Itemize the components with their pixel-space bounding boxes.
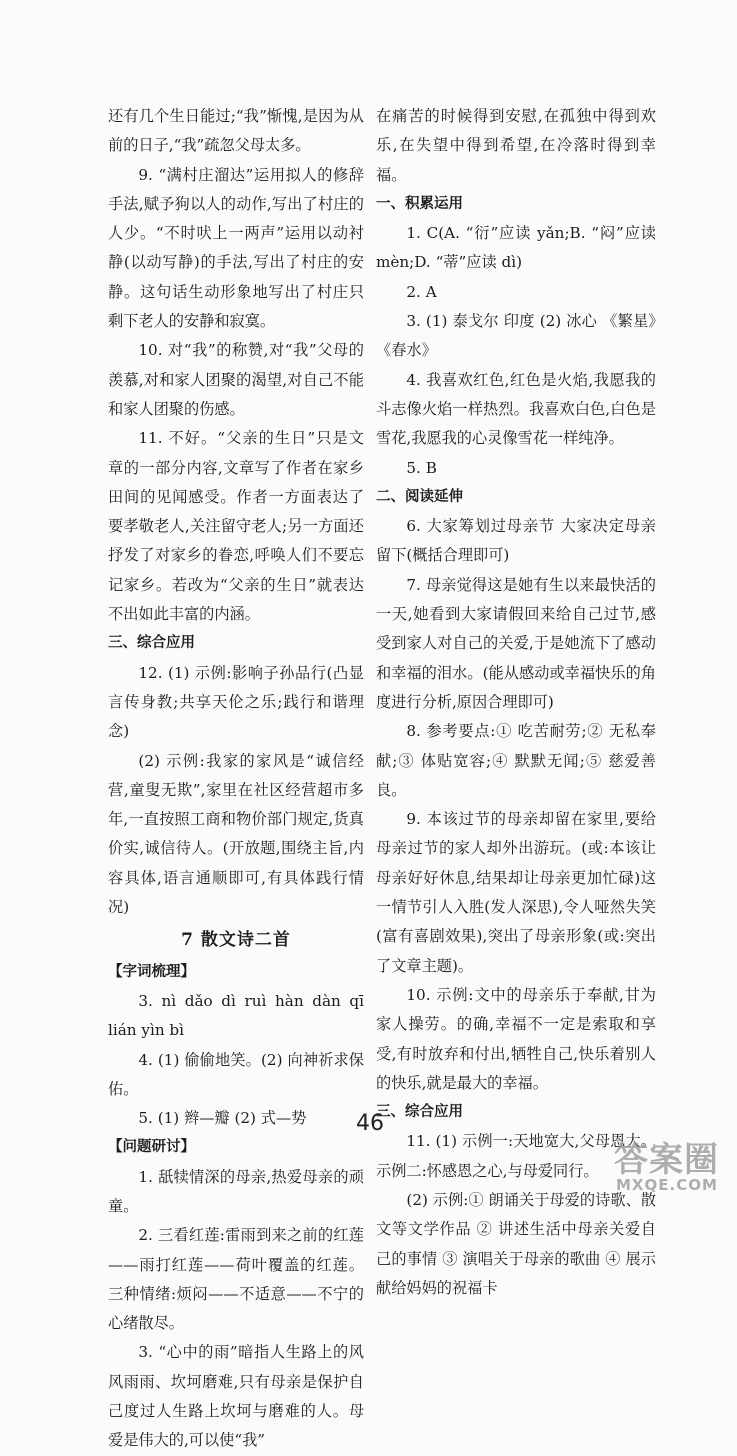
paragraph: 9. 本该过节的母亲却留在家里,要给母亲过节的家人却外出游玩。(或:本该让母亲好好休息,结果却让母亲更加忙碌)这一情节引人入胜(发人深思),令人哑然失笑(富有喜剧效果),突出了母亲形象(或:突出了文章主题)。 (376, 810, 656, 975)
paragraph: 4. (1) 偷偷地笑。(2) 向神祈求保佑。 (108, 1050, 364, 1098)
watermark-url: MXQE.COM (616, 1176, 718, 1194)
paragraph: 12. (1) 示例:影响子孙品行(凸显言传身教;共享天伦之乐;践行和谐理念) (108, 663, 364, 741)
paragraph: 5. B (406, 458, 437, 477)
chapter-title: 7 散文诗二首 (181, 930, 291, 951)
paragraph: 1. C(A. “衍”应读 yǎn;B. “闷”应读 mèn;D. “蒂”应读 dì) (376, 224, 656, 272)
paragraph: (2) 示例:① 朗诵关于母爱的诗歌、散文等文学作品 ② 讲述生活中母亲关爱自己的事情 ③ 演唱关于母亲的歌曲 ④ 展示献给妈妈的祝福卡 (376, 1190, 656, 1297)
watermark-text: 答案圈 (614, 1140, 719, 1180)
section-heading: 【问题研讨】 (108, 1139, 195, 1156)
section-heading: 一、积累运用 (376, 195, 463, 212)
section-heading: 二、阅读延伸 (376, 488, 463, 505)
section-heading: 【字词梳理】 (108, 963, 195, 980)
page-number: 46 (356, 1111, 384, 1136)
paragraph: 1. 舐犊情深的母亲,热爱母亲的顽童。 (108, 1167, 364, 1215)
paragraph: 3. “心中的雨”暗指人生路上的风风雨雨、坎坷磨难,只有母亲是保护自己度过人生路上坎坷与磨难的人。母爱是伟大的,可以使“我” (108, 1343, 364, 1450)
paragraph: 3. nì dǎo dì ruì hàn dàn qī lián yìn bì (108, 991, 364, 1040)
paragraph: 3. (1) 泰戈尔 印度 (2) 冰心 《繁星》《春水》 (376, 312, 656, 360)
paragraph: 9. “满村庄溜达”运用拟人的修辞手法,赋予狗以人的动作,写出了村庄的人少。“不时吠上一两声”运用以动衬静(以动写静)的手法,写出了村庄的安静。这句话生动形象地写出了村庄只剩下老人的安静和寂寞。 (108, 165, 364, 331)
right-column (376, 102, 656, 1303)
paragraph: 7. 母亲觉得这是她有生以来最快活的一天,她看到大家请假回来给自己过节,感受到家人对自己的关爱,于是她流下了感动和幸福的泪水。(能从感动或幸福快乐的角度进行分析,原因合理即可) (376, 575, 656, 711)
paragraph: 10. 对“我”的称赞,对“我”父母的羡慕,对和家人团聚的渴望,对自己不能和家人团聚的伤感。 (108, 341, 364, 418)
left-column (108, 102, 364, 1456)
section-heading: 三、综合应用 (376, 1104, 463, 1121)
paragraph: 2. A (406, 282, 437, 301)
paragraph: 11. 不好。“父亲的生日”只是文章的一部分内容,文章写了作者在家乡田间的见闻感受。作者一方面表达了要孝敬老人,关注留守老人;另一方面还抒发了对家乡的眷恋,呼唤人们不要忘记家乡。若改为“父亲的生日”就表达不出如此丰富的内涵。 (108, 429, 364, 624)
paragraph: 还有几个生日能过;“我”惭愧,是因为从前的日子,“我”疏忽父母太多。 (108, 107, 364, 155)
paragraph: 10. 示例:文中的母亲乐于奉献,甘为家人操劳。的确,幸福不一定是索取和享受,有时放弃和付出,牺牲自己,快乐着别人的快乐,就是最大的幸福。 (376, 985, 656, 1092)
paragraph: 5. (1) 辫—瓣 (2) 式—势 (138, 1109, 307, 1128)
paragraph: 8. 参考要点:① 吃苦耐劳;② 无私奉献;③ 体贴宽容;④ 默默无闻;⑤ 慈爱善良。 (376, 722, 656, 799)
paragraph: 在痛苦的时候得到安慰,在孤独中得到欢乐,在失望中得到希望,在冷落时得到幸福。 (376, 107, 656, 184)
paragraph: (2) 示例:我家的家风是“诚信经营,童叟无欺”,家里在社区经营超市多年,一直按照工商和物价部门规定,货真价实,诚信待人。(开放题,围绕主旨,内容具体,语言通顺即可,有具体践行情况) (108, 751, 364, 917)
section-heading: 三、综合应用 (108, 635, 195, 652)
watermark-logo (614, 1132, 732, 1196)
paragraph: 11. (1) 示例一:天地宽大,父母恩大。示例二:怀感恩之心,与母爱同行。 (376, 1132, 656, 1180)
paragraph: 6. 大家筹划过母亲节 大家决定母亲留下(概括合理即可) (376, 517, 656, 565)
paragraph: 2. 三看红莲:雷雨到来之前的红莲——雨打红莲——荷叶覆盖的红莲。 三种情绪:烦闷——不适意——不宁的心绪散尽。 (108, 1226, 364, 1333)
paragraph: 4. 我喜欢红色,红色是火焰,我愿我的斗志像火焰一样热烈。我喜欢白色,白色是雪花,我愿我的心灵像雪花一样纯净。 (376, 370, 656, 448)
